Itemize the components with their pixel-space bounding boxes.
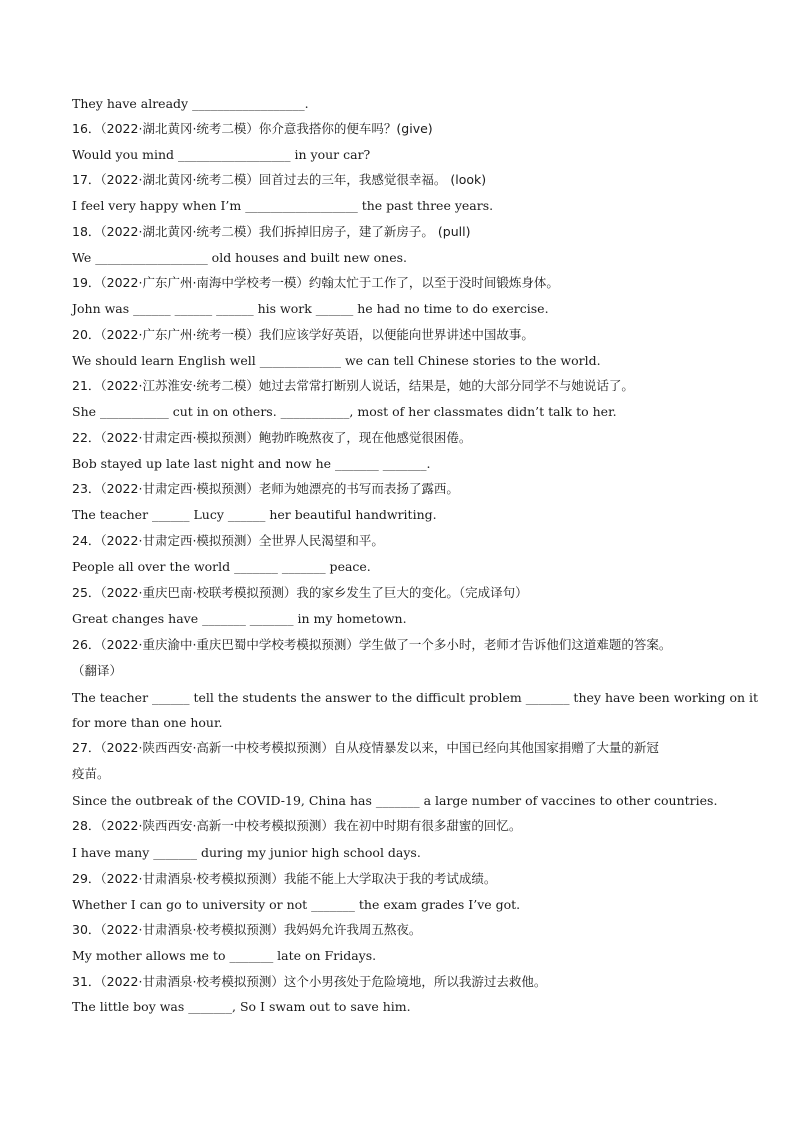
question-prompt: 24．（2022·甘肃定西·模拟预测）全世界人民渴望和平。 [72,533,384,548]
answer-line: Would you mind __________________ in your car? [72,147,371,162]
answer-line: My mother allows me to _______ late on Fridays. [72,948,377,963]
question-prompt: 16．（2022·湖北黄冈·统考二模）你介意我搭你的便车吗？(give) [72,121,433,136]
answer-line: I have many _______ during my junior high school days. [72,845,421,860]
question-prompt: 21．（2022·江苏淮安·统考二模）她过去常常打断别人说话，结果是，她的大部分同学不与她说话了。 [72,378,634,393]
question-prompt: 22．（2022·甘肃定西·模拟预测）鲍勃昨晚熬夜了，现在他感觉很困倦。 [72,430,472,445]
question-prompt: 17．（2022·湖北黄冈·统考二模）回首过去的三年，我感觉很幸福。 (look) [72,172,487,187]
answer-line: I feel very happy when I’m __________________ the past three years. [72,198,494,213]
question-prompt: 疫苗。 [72,766,110,781]
answer-line: Great changes have _______ _______ in my hometown. [72,611,407,626]
question-prompt: 20．（2022·广东广州·统考一模）我们应该学好英语，以便能向世界讲述中国故事。 [72,327,534,342]
answer-line: The little boy was _______, So I swam out to save him. [72,999,411,1014]
answer-line: for more than one hour. [72,715,223,730]
answer-line: They have already __________________. [72,96,309,111]
answer-line: Whether I can go to university or not _______ the exam grades I’ve got. [72,897,521,912]
answer-line: Since the outbreak of the COVID-19, China has _______ a large number of vaccines to other countries. [72,793,718,808]
question-prompt: 30．（2022·甘肃酒泉·校考模拟预测）我妈妈允许我周五熬夜。 [72,922,422,937]
question-prompt: 27．（2022·陕西西安·高新一中校考模拟预测）自从疫情暴发以来，中国已经向其他国家捐赠了大量的新冠 [72,740,659,755]
question-prompt: 26．（2022·重庆渝中·重庆巴蜀中学校考模拟预测）学生做了一个多小时，老师才告诉他们这道难题的答案。 [72,637,672,652]
question-prompt: 31．（2022·甘肃酒泉·校考模拟预测）这个小男孩处于危险境地，所以我游过去救他。 [72,974,547,989]
question-prompt: 23．（2022·甘肃定西·模拟预测）老师为她漂亮的书写而表扬了露西。 [72,481,459,496]
question-prompt: 19．（2022·广东广州·南海中学校考一模）约翰太忙于工作了，以至于没时间锻炼身体。 [72,275,559,290]
question-prompt: 25．（2022·重庆巴南·校联考模拟预测）我的家乡发生了巨大的变化。（完成译句） [72,585,528,600]
answer-line: We __________________ old houses and built new ones. [72,250,408,265]
answer-line: Bob stayed up late last night and now he _______ _______. [72,456,431,471]
question-prompt: （翻译） [72,663,123,678]
answer-line: We should learn English well _____________ we can tell Chinese stories to the world. [72,353,601,368]
answer-line: People all over the world _______ _______ peace. [72,559,371,574]
answer-line: She ___________ cut in on others. ___________, most of her classmates didn’t talk to her. [72,404,617,419]
answer-line: John was ______ ______ ______ his work ______ he had no time to do exercise. [72,301,549,316]
question-prompt: 29．（2022·甘肃酒泉·校考模拟预测）我能不能上大学取决于我的考试成绩。 [72,871,497,886]
question-prompt: 18．（2022·湖北黄冈·统考二模）我们拆掉旧房子，建了新房子。 (pull) [72,224,471,239]
answer-line: The teacher ______ Lucy ______ her beautiful handwriting. [72,507,437,522]
answer-line: The teacher ______ tell the students the answer to the difficult problem _______ they have been working on it [72,690,759,705]
question-prompt: 28．（2022·陕西西安·高新一中校考模拟预测）我在初中时期有很多甜蜜的回忆。 [72,818,522,833]
